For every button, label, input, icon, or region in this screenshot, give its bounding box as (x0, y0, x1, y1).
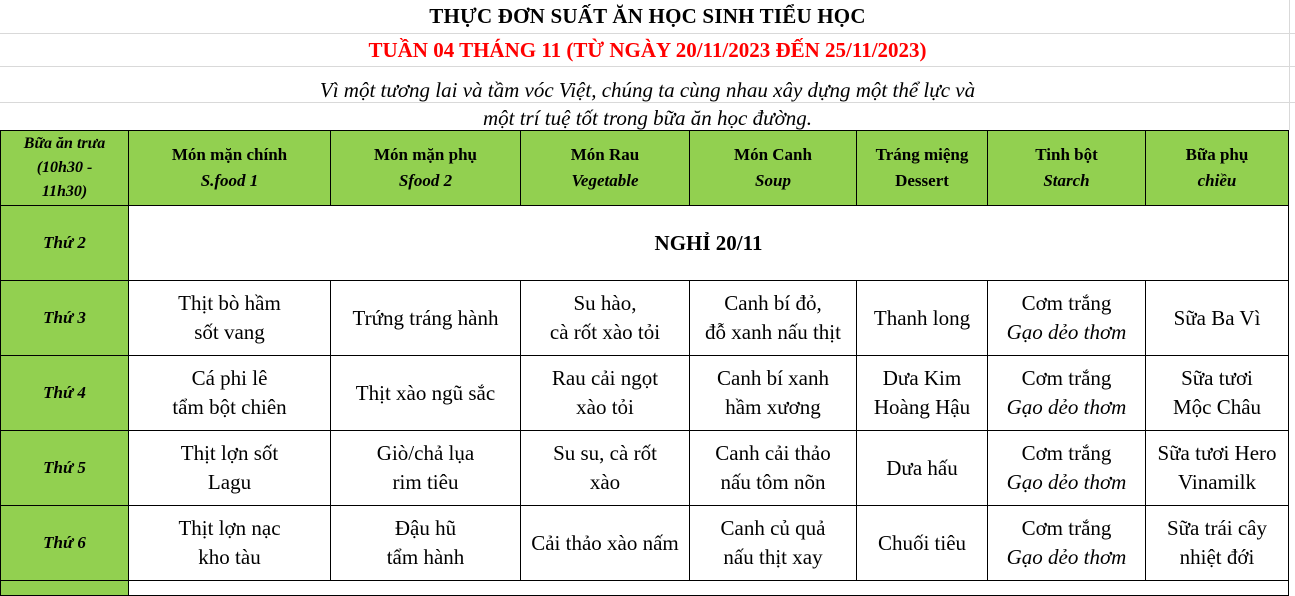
main-dish-cell: Thịt lợn nạc kho tàu (129, 506, 331, 581)
starch-cell: Cơm trắng Gạo dẻo thơm (988, 506, 1146, 581)
snack-cell: Sữa Ba Vì (1146, 281, 1289, 356)
slogan (0, 76, 1295, 132)
row-monday (1, 206, 1289, 281)
page-subtitle: TUẦN 04 THÁNG 11 (TỪ NGÀY 20/11/2023 ĐẾN 25/11/2023) (368, 38, 927, 62)
dessert-cell: Chuối tiêu (857, 506, 988, 581)
slogan-line-2: một trí tuệ tốt trong bữa ăn học đường. (482, 106, 813, 130)
vegetable-cell: Cải thảo xào nấm (521, 506, 690, 581)
dessert-cell: Dưa Kim Hoàng Hậu (857, 356, 988, 431)
header-afternoon-snack: Bữa phụ chiều (1146, 131, 1289, 206)
side-dish-cell: Giò/chả lụa rim tiêu (331, 431, 521, 506)
vegetable-cell: Su hào, cà rốt xào tỏi (521, 281, 690, 356)
starch-cell: Cơm trắng Gạo dẻo thơm (988, 356, 1146, 431)
side-dish-cell: Đậu hũ tẩm hành (331, 506, 521, 581)
vegetable-cell: Rau cải ngọt xào tỏi (521, 356, 690, 431)
slogan-line-1: Vì một tương lai và tầm vóc Việt, chúng ta cùng nhau xây dựng một thể lực và (319, 78, 976, 102)
snack-cell: Sữa trái cây nhiệt đới (1146, 506, 1289, 581)
side-dish-cell: Thịt xào ngũ sắc (331, 356, 521, 431)
header-side-dish: Món mặn phụ Sfood 2 (331, 131, 521, 206)
soup-cell: Canh củ quả nấu thịt xay (690, 506, 857, 581)
starch-cell: Cơm trắng Gạo dẻo thơm (988, 281, 1146, 356)
day-label: Thứ 3 (1, 281, 129, 356)
main-dish-cell: Thịt bò hầm sốt vang (129, 281, 331, 356)
row-wednesday (1, 356, 1289, 431)
menu-table (0, 130, 1289, 596)
day-label: Thứ 5 (1, 431, 129, 506)
soup-cell: Canh bí xanh hầm xương (690, 356, 857, 431)
day-label: Thứ 2 (1, 206, 129, 281)
main-dish-cell: Cá phi lê tẩm bột chiên (129, 356, 331, 431)
snack-cell: Sữa tươi Mộc Châu (1146, 356, 1289, 431)
starch-cell: Cơm trắng Gạo dẻo thơm (988, 431, 1146, 506)
header-main-dish: Món mặn chính S.food 1 (129, 131, 331, 206)
snack-cell: Sữa tươi Hero Vinamilk (1146, 431, 1289, 506)
main-dish-cell: Thịt lợn sốt Lagu (129, 431, 331, 506)
side-dish-cell: Trứng tráng hành (331, 281, 521, 356)
header-meal-time: Bữa ăn trưa (10h30 - 11h30) (1, 131, 129, 206)
header-row (1, 131, 1289, 206)
header-dessert: Tráng miệng Dessert (857, 131, 988, 206)
soup-cell: Canh cải thảo nấu tôm nõn (690, 431, 857, 506)
row-tuesday (1, 281, 1289, 356)
holiday-notice: NGHỈ 20/11 (129, 206, 1289, 281)
header-starch: Tinh bột Starch (988, 131, 1146, 206)
row-thursday (1, 431, 1289, 506)
dessert-cell: Thanh long (857, 281, 988, 356)
header-vegetable: Món Rau Vegetable (521, 131, 690, 206)
day-label: Thứ 6 (1, 506, 129, 581)
header-soup: Món Canh Soup (690, 131, 857, 206)
vegetable-cell: Su su, cà rốt xào (521, 431, 690, 506)
partial-cell (129, 581, 1289, 596)
day-label: Thứ 4 (1, 356, 129, 431)
page-title: THỰC ĐƠN SUẤT ĂN HỌC SINH TIỂU HỌC (429, 4, 866, 28)
soup-cell: Canh bí đỏ, đỗ xanh nấu thịt (690, 281, 857, 356)
day-label-partial (1, 581, 129, 596)
row-friday (1, 506, 1289, 581)
dessert-cell: Dưa hấu (857, 431, 988, 506)
row-partial (1, 581, 1289, 596)
